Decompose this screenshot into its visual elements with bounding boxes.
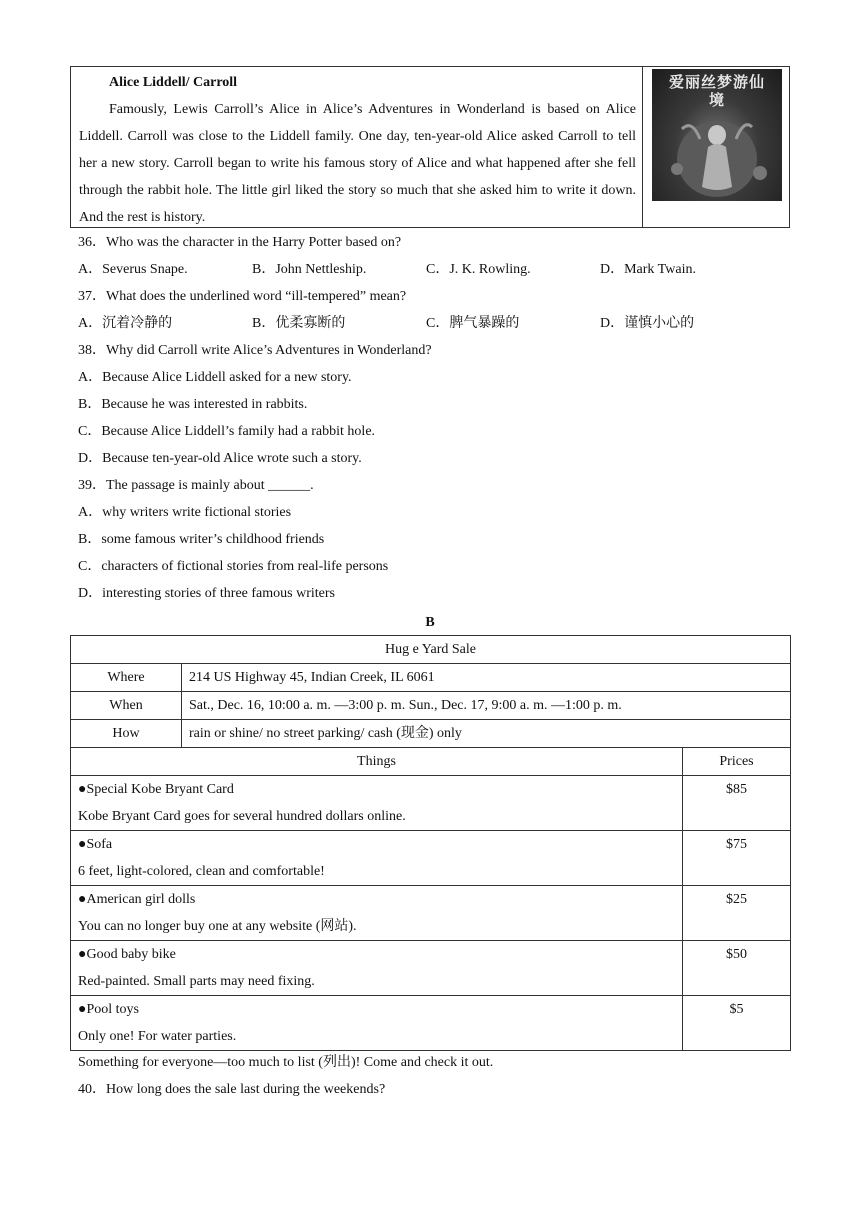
item-name: Pool toys	[86, 1002, 139, 1017]
table-row	[71, 941, 791, 996]
bullet-icon: ●	[78, 1002, 87, 1017]
item-description: Red-painted. Small parts may need fixing.	[78, 974, 315, 989]
table-row-how	[71, 720, 791, 748]
option-c: C．characters of fictional stories from real-life persons	[78, 559, 389, 574]
table-row	[71, 886, 791, 941]
question-38	[78, 337, 798, 472]
after-table-block	[78, 1049, 798, 1103]
option-a: A．Severus Snape.	[78, 262, 188, 277]
option-b: B．Because he was interested in rabbits.	[78, 397, 308, 412]
item-cell	[71, 831, 683, 886]
section-b-heading: B	[425, 615, 435, 630]
yard-sale-table	[70, 635, 791, 1051]
table-row	[71, 996, 791, 1051]
table-row	[71, 776, 791, 831]
item-price: $85	[683, 776, 791, 831]
question-stem: 38．Why did Carroll write Alice’s Adventures in Wonderland?	[78, 343, 432, 358]
sale-title: Hug e Yard Sale	[71, 636, 791, 664]
option-a: A．沉着冷静的	[78, 316, 173, 331]
option-c: C．脾气暴躁的	[426, 316, 520, 331]
item-cell	[71, 886, 683, 941]
item-description: 6 feet, light-colored, clean and comfortable!	[78, 864, 325, 879]
item-price: $25	[683, 886, 791, 941]
option-b: B．John Nettleship.	[252, 262, 367, 277]
bullet-icon: ●	[78, 782, 87, 797]
sale-footer-note: Something for everyone—too much to list (列出)! Come and check it out.	[78, 1055, 494, 1070]
question-stem: 39．The passage is mainly about ______.	[78, 478, 314, 493]
question-36	[78, 229, 798, 283]
info-label: Where	[71, 664, 182, 692]
item-name: Sofa	[86, 837, 113, 852]
info-label: When	[71, 692, 182, 720]
item-description: You can no longer buy one at any website (网站).	[78, 919, 357, 934]
option-b: B．some famous writer’s childhood friends	[78, 532, 325, 547]
option-a: A．why writers write fictional stories	[78, 505, 292, 520]
question-37	[78, 283, 798, 337]
item-name: Special Kobe Bryant Card	[86, 782, 234, 797]
question-39	[78, 472, 798, 607]
column-header-prices: Prices	[683, 748, 791, 776]
option-d: D．Mark Twain.	[600, 262, 696, 277]
table-row	[71, 831, 791, 886]
item-price: $5	[683, 996, 791, 1051]
info-value: rain or shine/ no street parking/ cash (现金) only	[182, 720, 791, 748]
option-d: D．Because ten-year-old Alice wrote such a story.	[78, 451, 362, 466]
item-cell	[71, 941, 683, 996]
item-description: Kobe Bryant Card goes for several hundred dollars online.	[78, 809, 406, 824]
table-row-where	[71, 664, 791, 692]
bullet-icon: ●	[78, 837, 87, 852]
item-cell	[71, 776, 683, 831]
info-value: 214 US Highway 45, Indian Creek, IL 6061	[182, 664, 791, 692]
option-b: B．优柔寡断的	[252, 316, 346, 331]
passage-text-cell	[71, 67, 643, 227]
table-row-when	[71, 692, 791, 720]
item-price: $75	[683, 831, 791, 886]
table-header-row	[71, 748, 791, 776]
option-a: A．Because Alice Liddell asked for a new story.	[78, 370, 352, 385]
option-d: D．谨慎小心的	[600, 316, 695, 331]
info-label: How	[71, 720, 182, 748]
item-cell	[71, 996, 683, 1051]
passage-image-cell	[643, 67, 789, 227]
item-price: $50	[683, 941, 791, 996]
item-name: American girl dolls	[86, 892, 196, 907]
item-description: Only one! For water parties.	[78, 1029, 237, 1044]
passage-body: Famously, Lewis Carroll’s Alice in Alice’s Adventures in Wonderland is based on Alice Liddell. Carroll was close to the Liddell family. One day, ten-year-old Alice asked Carroll to tell her a new story. Carroll began to write his famous story of Alice and what happened after she fell through the rabbit hole. The little girl liked the story so much that she asked him to write it down. And the rest is history.	[79, 102, 636, 225]
option-d: D．interesting stories of three famous writers	[78, 586, 335, 601]
bullet-icon: ●	[78, 892, 87, 907]
book-cover-title: 爱丽丝梦游仙境	[668, 73, 765, 109]
info-value: Sat., Dec. 16, 10:00 a. m. —3:00 p. m. Sun., Dec. 17, 9:00 a. m. —1:00 p. m.	[182, 692, 791, 720]
option-c: C．Because Alice Liddell’s family had a rabbit hole.	[78, 424, 376, 439]
column-header-things: Things	[71, 748, 683, 776]
book-cover-image	[652, 69, 782, 201]
passage-title: Alice Liddell/ Carroll	[109, 75, 238, 90]
passage-box	[70, 66, 790, 228]
question-stem: 36．Who was the character in the Harry Potter based on?	[78, 235, 402, 250]
options-row	[78, 256, 798, 283]
item-name: Good baby bike	[86, 947, 176, 962]
option-c: C．J. K. Rowling.	[426, 262, 531, 277]
options-row	[78, 310, 798, 337]
table-title-row	[71, 636, 791, 664]
bullet-icon: ●	[78, 947, 87, 962]
question-stem: 37．What does the underlined word “ill-tempered” mean?	[78, 289, 407, 304]
question-40-stem: 40．How long does the sale last during the weekends?	[78, 1082, 386, 1097]
